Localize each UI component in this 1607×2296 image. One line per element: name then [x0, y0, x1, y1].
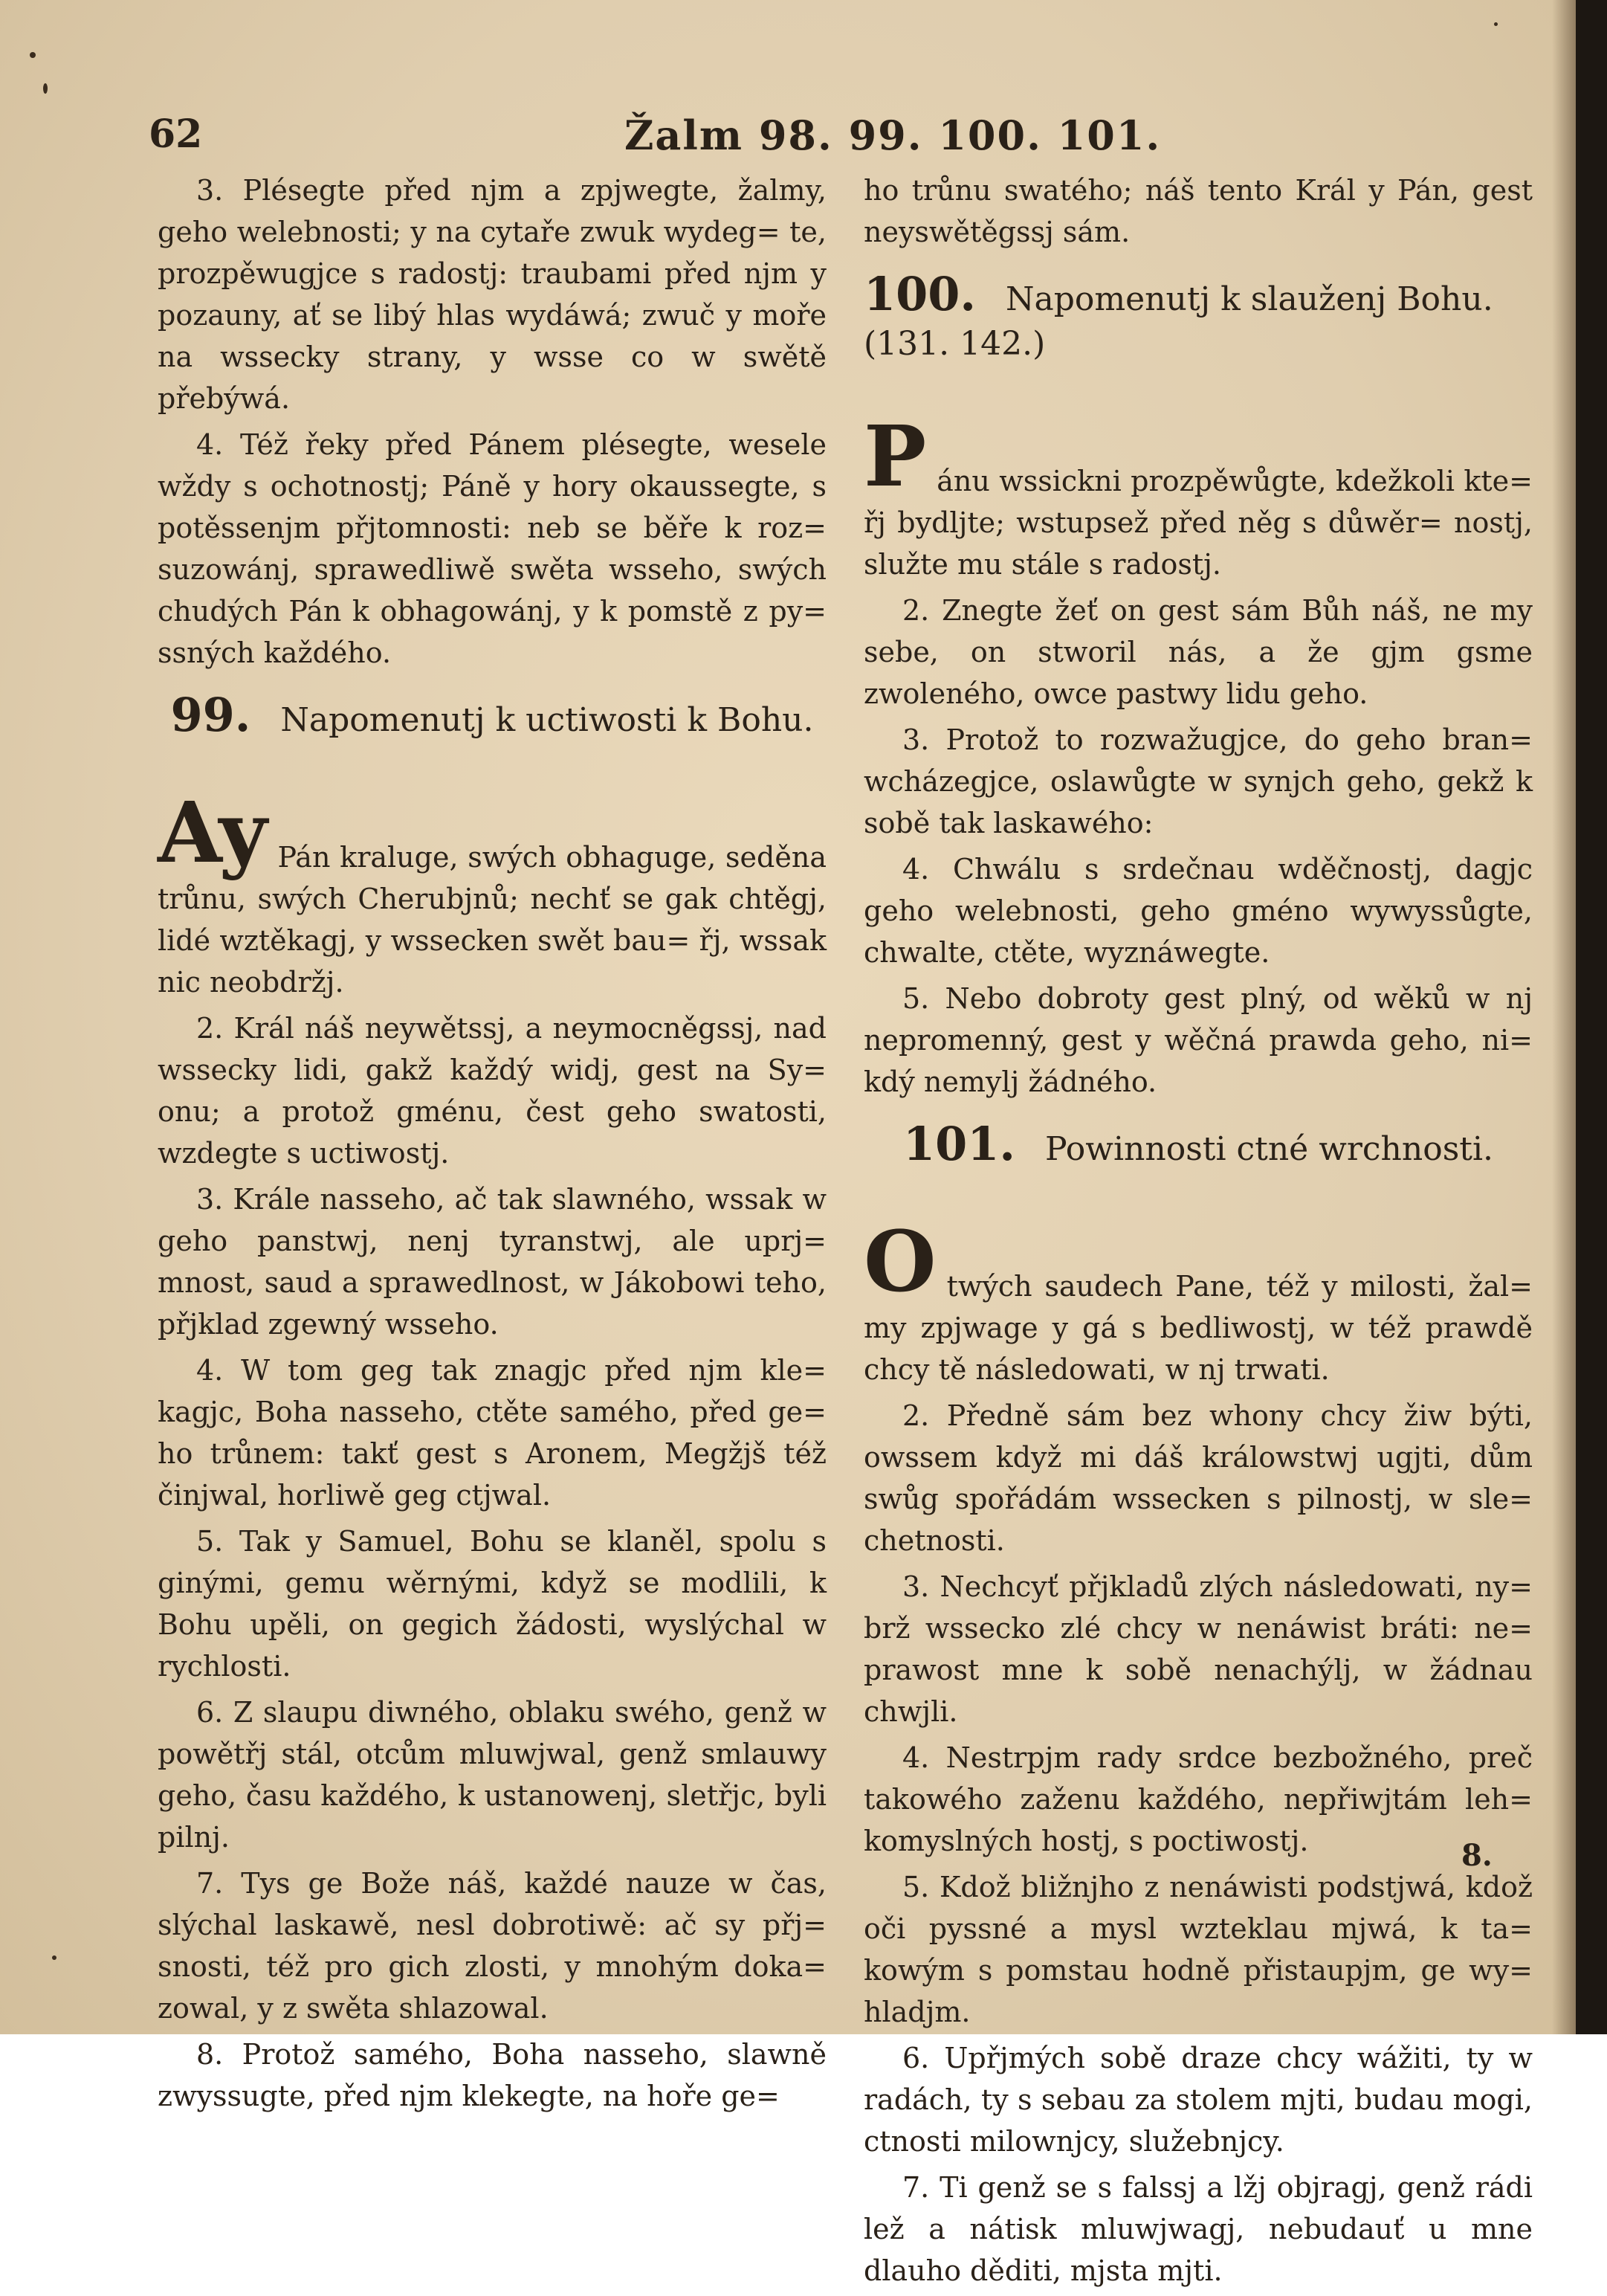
- psalm-100-number: 100.: [864, 267, 977, 321]
- catchword: 8.: [1461, 1838, 1493, 1873]
- psalm-101-title: Powinnosti ctné wrchnosti.: [1044, 1130, 1494, 1168]
- psalm-99-dropcap: Ay: [158, 784, 268, 882]
- ink-speck: [52, 1955, 56, 1960]
- psalm-99-number: 99.: [170, 688, 251, 742]
- psalm-100-heading: [864, 267, 1533, 367]
- verse-100-4: 4. Chwálu s srdečnau wděčnostj, dagjc geho welebnosti, geho gméno wywyssůgte, chwalte, ctěte, wyznáwegte.: [864, 853, 1533, 969]
- page-edge-shadow: [1552, 0, 1576, 2034]
- psalm-100-dropcap: P: [864, 408, 927, 506]
- verse-99-5: 5. Tak y Samuel, Bohu se klaněl, spolu s ginými, gemu wěrnými, když se modlili, k Bohu upěli, on gegich žádosti, wyslýchal w rychlosti.: [158, 1525, 827, 1683]
- psalm-101-heading: [864, 1117, 1533, 1172]
- verse-99-8: 8. Protož samého, Boha nasseho, slawně zwyssugte, před njm klekegte, na hoře ge=: [158, 2038, 827, 2112]
- verse-100-3: 3. Protož to rozwažugjce, do geho bran= wcházegjce, oslawůgte w synjch geho, gekž k sobě tak laskawého:: [864, 723, 1533, 839]
- psalm-101-verse-1: [864, 1182, 1533, 1390]
- left-column: [158, 170, 827, 2121]
- psalm-101-number: 101.: [902, 1117, 1015, 1171]
- psalm-100-verse-1: [864, 377, 1533, 585]
- ink-speck: [1494, 22, 1498, 26]
- verse-100-2: 2. Znegte žeť on gest sám Bůh náš, ne my sebe, on stworil nás, a že gjm gsme zwoleného, owce pastwy lidu geho.: [864, 594, 1533, 710]
- ink-speck: [43, 83, 48, 94]
- running-title: Žalm 98. 99. 100. 101.: [624, 112, 1162, 159]
- verse-98-3: 3. Plésegte před njm a zpjwegte, žalmy, geho welebnosti; y na cytaře zwuk wydeg= te, prozpěwugjce s radostj: traubami před njm y pozauny, ať se libý hlas wydáwá; zwuč y moře na wsseckу strany, y wsse co w swětě přebýwá.: [158, 174, 827, 415]
- psalm-99-verse-1: [158, 753, 827, 1003]
- book-binding-edge: [1576, 0, 1607, 2034]
- psalm-99-verse-1-text: Pán kralugе, swých obhaguge, seděnа trůnu, swých Cherubjnů; nechť se gak chtěgj, lidé wztěkagj, y wssecken swět bau= řj, wssak nic neobdržj.: [158, 841, 827, 999]
- verse-98-4: 4. Též řeky před Pánem plésegte, wesele wždy s ochotnostj; Páně y hory okaussegte, s potěssenjm přjtomnosti: neb se běře k roz= suzowánj, sprawedliwě swěta wsseho, swých chudých Pán k obhagowánj, y k pomstě z py= ssných každého.: [158, 428, 827, 669]
- verse-99-4: 4. W tom geg tak znagjc před njm kle= kagjc, Boha nasseho, ctěte samého, před ge= ho trůnem: takť gest s Aronem, Megžjš též činjwal, horliwě geg ctjwal.: [158, 1354, 827, 1512]
- psalm-99-title: Napomenutj k uctiwosti k Bohu.: [280, 701, 814, 739]
- psalm-101-dropcap: O: [864, 1213, 937, 1311]
- verse-101-3: 3. Nechcyť přjkladů zlých následowati, ny= brž wssecko zlé chcy w nenáwist bráti: ne= prawost mne k sobě nenachýlj, w žádnau chwjli.: [864, 1570, 1533, 1728]
- psalm-100-verse-1-text: ánu wssickni prozpěwůgte, kdežkoli kte= řj bydljte; wstupsež před něg s důwěr= nostj, služte mu stále s radostj.: [864, 465, 1533, 581]
- psalm-100-title: Napomenutj k slauženj Bohu. (131. 142.): [864, 280, 1493, 363]
- verse-99-7: 7. Tys ge Bože náš, každé nauze w čas, slýchal laskawě, nesl dobrotiwě: ač sy přj= snosti, též pro gich zlosti, y mnohým doka= zowal, y z swěta shlazowal.: [158, 1867, 827, 2025]
- verse-101-4: 4. Nestrpjm rady srdce bezbožného, preč takowého zaženu každého, nepřiwjtám leh= komyslných hostj, s poctiwostj.: [864, 1741, 1533, 1857]
- psalm-99-heading: [158, 688, 827, 743]
- verse-99-8-continuation: ho trůnu swatého; náš tento Král y Pán, gest neyswětěgssj sám.: [864, 174, 1533, 248]
- verse-99-6: 6. Z slaupu diwného, oblaku swého, genž w powětřj stál, otcům mluwjwal, genž smlauwy geho, času každého, k ustanowenj, sletřjc, byli pilnj.: [158, 1696, 827, 1854]
- verse-99-2: 2. Král náš neywětssj, a neymocněgssj, nad wssecky lidi, gakž každý widj, gest na Sy= onu; a protož gménu, čest geho swatosti, wzdegte s uctiwostj.: [158, 1012, 827, 1170]
- verse-101-5: 5. Kdož bližnjho z nenáwisti podstjwá, kdož oči pyssné a mysl wzteklau mjwá, k ta= kowým s pomstau hodně přistaupjm, ge wy= hladjm.: [864, 1871, 1533, 2028]
- page-header: [149, 112, 1546, 164]
- verse-100-5: 5. Nebo dobroty gest plný, od wěků w nj nepromenný, gest y wěčná prawda geho, ni= kdý nemylj žádného.: [864, 982, 1533, 1098]
- right-column: [864, 170, 1533, 2296]
- ink-speck: [30, 52, 36, 58]
- verse-101-7: 7. Ti genž se s falssj a lžj objragj, genž rádi lež a nátisk mluwjwagj, nebudauť u mne dlauho děditi, mjsta mjti.: [864, 2171, 1533, 2287]
- verse-101-6: 6. Upřjmých sobě draze chcy wážiti, ty w radách, ty s sebau za stolem mjti, budau mogi, ctnosti milownjcy, služebnjcy.: [864, 2042, 1533, 2158]
- verse-101-2: 2. Předně sám bez whony chcy žiw býti, owssem když mi dáš králowstwj ugjti, dům swůg spořádám wssecken s pilnostj, w sle= chetnosti.: [864, 1399, 1533, 1557]
- verse-99-3: 3. Krále nasseho, ač tak slawného, wssak w geho panstwj, nenj tyranstwj, ale uprj= mnost, saud a sprawedlnost, w Jákobowi teho, přjklad zgewný wsseho.: [158, 1183, 827, 1341]
- psalm-101-verse-1-text: twých saudech Pane, též y milosti, žal= my zpjwage y gá s bedliwostj, w též prawdě chcy tě následowati, w nj trwati.: [864, 1270, 1533, 1386]
- page-number: 62: [149, 112, 203, 157]
